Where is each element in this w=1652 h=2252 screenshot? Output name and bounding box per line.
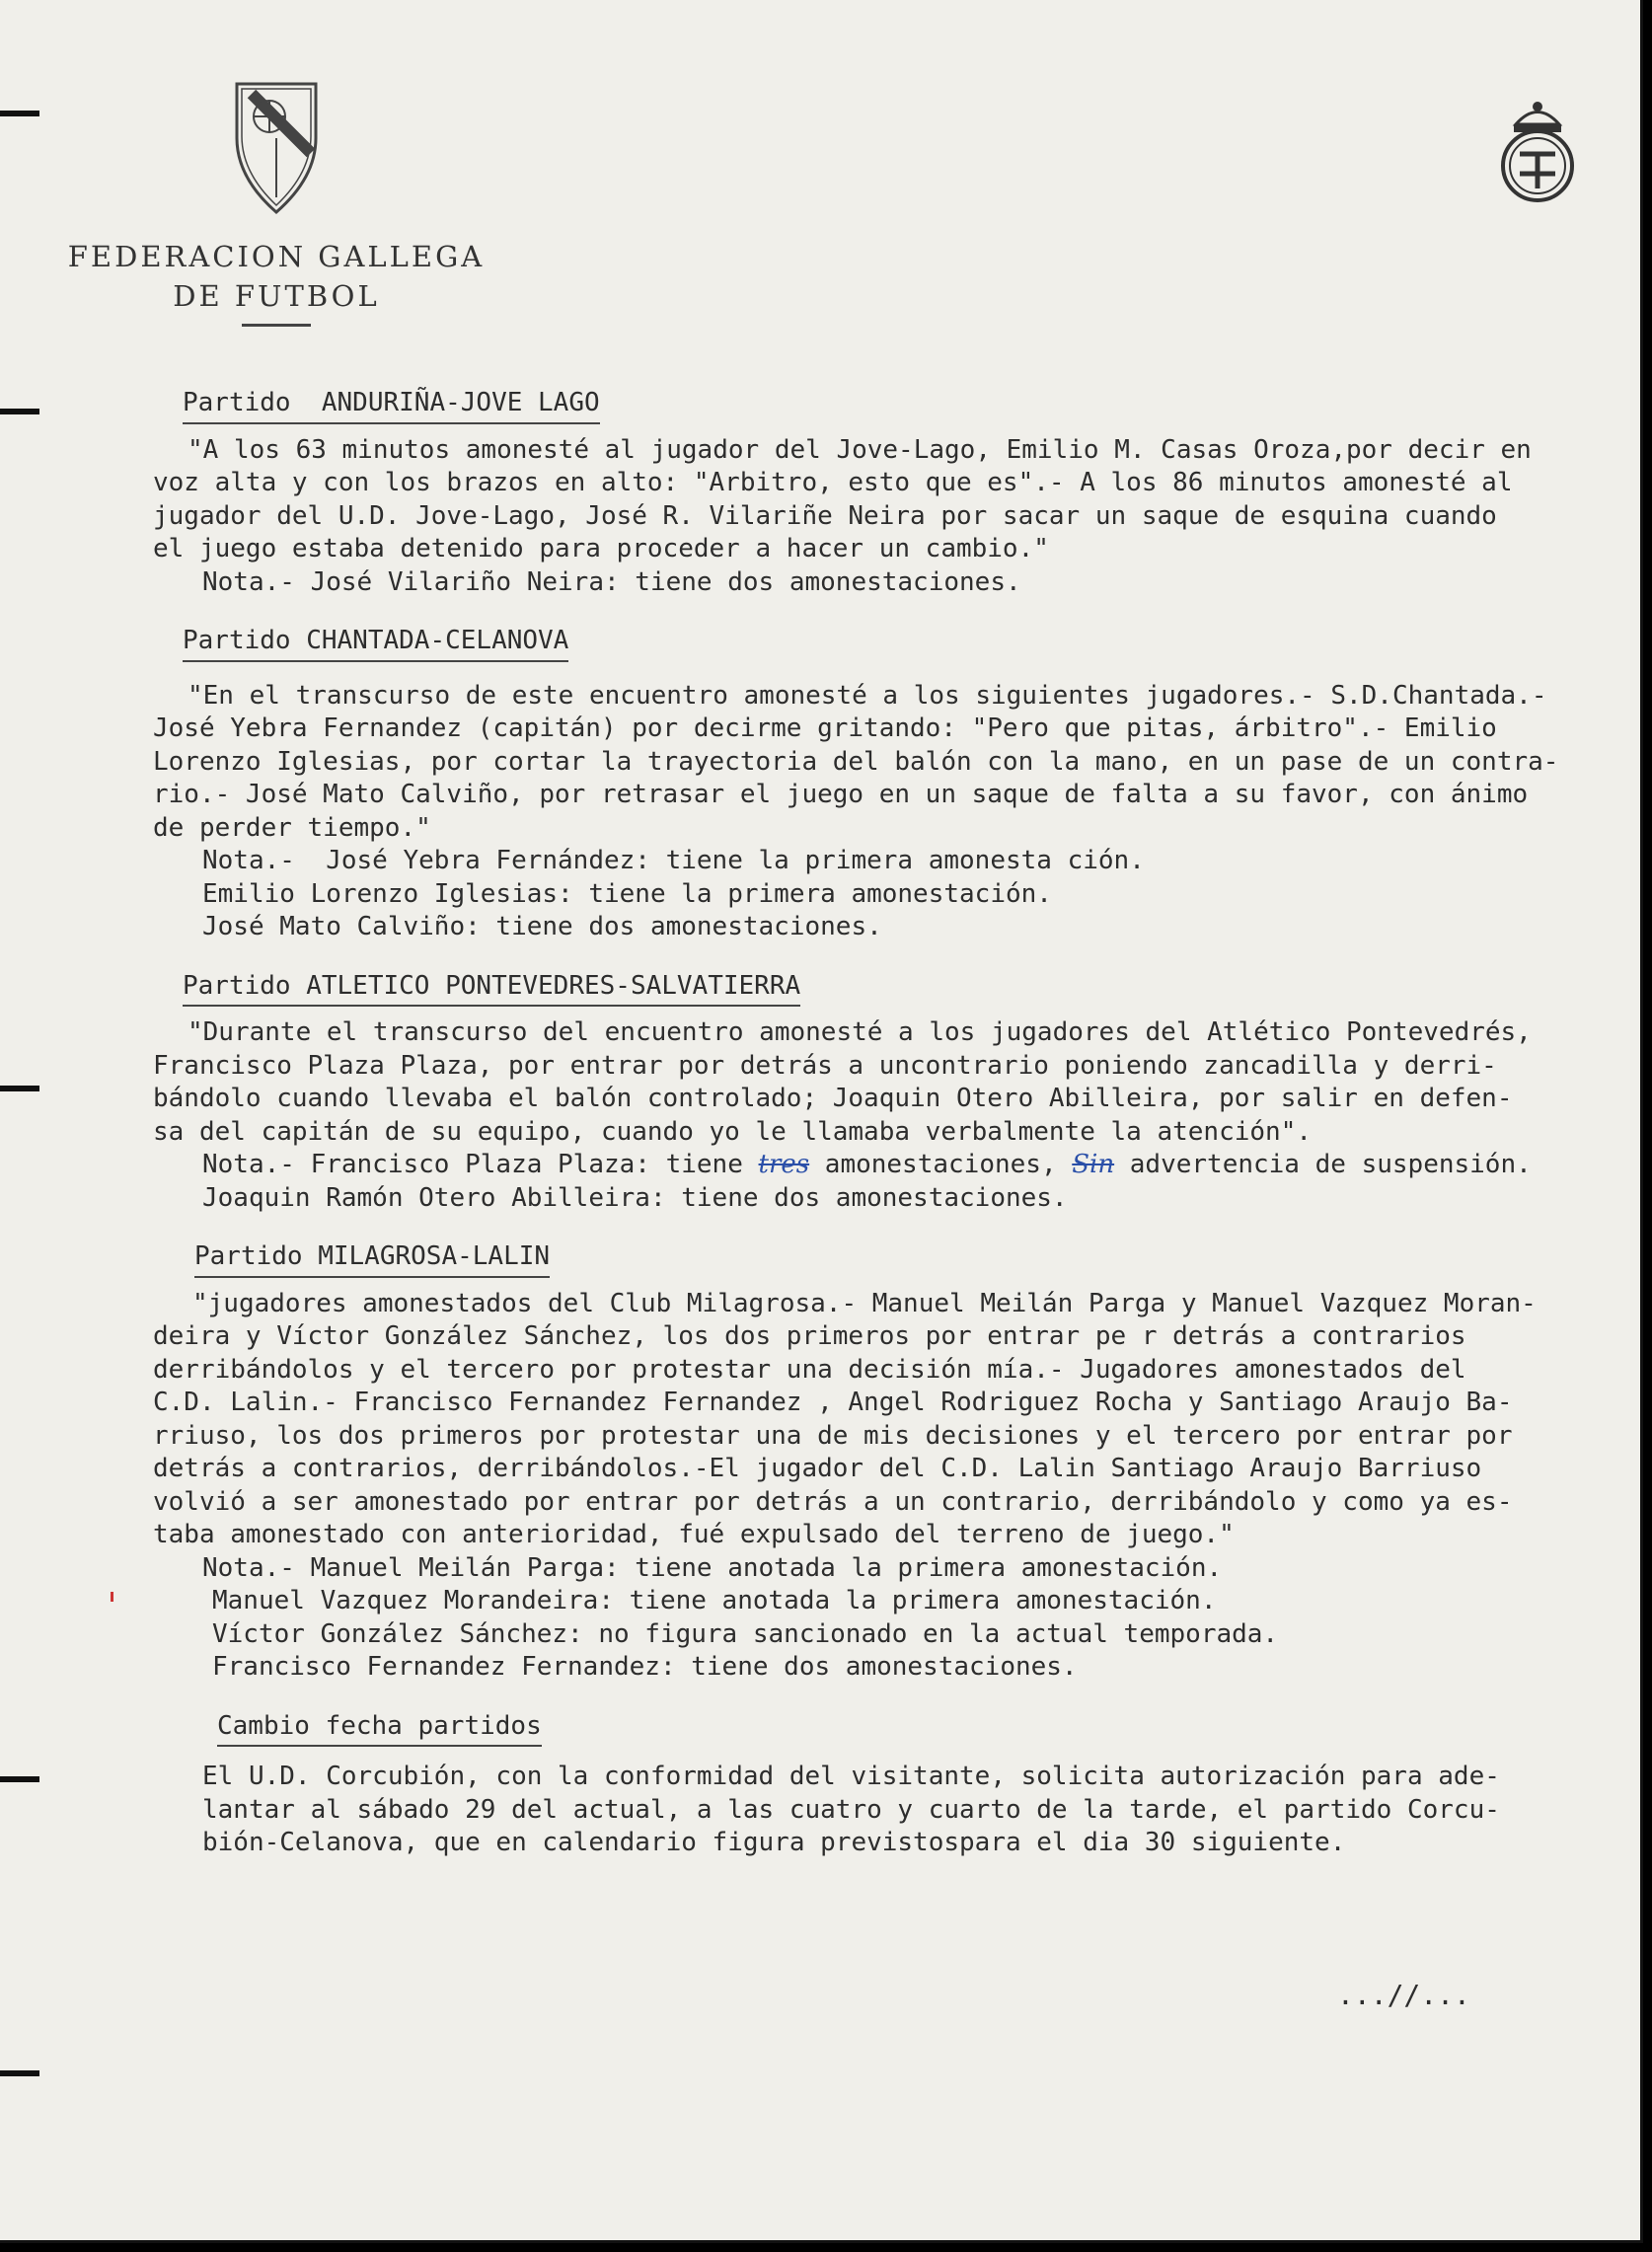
federation-shield-logo — [232, 79, 321, 217]
binder-mark — [0, 111, 39, 116]
organization-name-line2: DE FUTBOL — [173, 279, 380, 313]
report-line: Lorenzo Iglesias, por cortar la trayectoria del balón con la mano, en un pase de un contra- — [153, 746, 1559, 777]
report-line: el juego estaba detenido para proceder a hacer un cambio." — [153, 534, 1049, 563]
section-heading: Cambio fecha partidos — [217, 1710, 542, 1748]
report-line: lantar al sábado 29 del actual, a las cuatro y cuarto de la tarde, el partido Corcu- — [202, 1794, 1500, 1825]
note-line: Víctor González Sánchez: no figura sancionado en la actual temporada. — [212, 1618, 1279, 1649]
organization-name-line1: FEDERACION GALLEGA — [67, 240, 486, 273]
report-line: detrás a contrarios, derribándolos.-El jugador del C.D. Lalin Santiago Araujo Barriuso — [153, 1454, 1482, 1483]
note-text: advertencia de suspensión. — [1114, 1150, 1532, 1179]
note-line: Nota.- José Vilariño Neira: tiene dos amonestaciones. — [202, 566, 1021, 597]
report-line: rio.- José Mato Calviño, por retrasar el juego en un saque de falta a su favor, con ánimo — [153, 780, 1529, 809]
handwritten-correction: Sin — [1072, 1150, 1115, 1179]
report-line: José Yebra Fernandez (capitán) por decirme gritando: "Pero que pitas, árbitro".- Emilio — [153, 713, 1497, 743]
binder-mark — [0, 409, 39, 414]
report-line: bándolo cuando llevaba el balón controlado; Joaquin Otero Abilleira, por salir en defen- — [153, 1084, 1513, 1113]
note-line: Nota.- Manuel Meilán Parga: tiene anotada la primera amonestación. — [202, 1552, 1223, 1583]
handwritten-correction: tres — [758, 1150, 810, 1179]
note-text: Nota.- Francisco Plaza Plaza: tiene — [202, 1150, 759, 1179]
note-line: José Mato Calviño: tiene dos amonestaciones. — [202, 912, 882, 941]
report-line: "jugadores amonestados del Club Milagrosa.- Manuel Meilán Parga y Manuel Vazquez Moran- — [192, 1288, 1537, 1318]
report-line: voz alta y con los brazos en alto: "Arbitro, esto que es".- A los 86 minutos amonesté al — [153, 468, 1513, 497]
report-line: taba amonestado con anterioridad, fué expulsado del terreno de juego." — [153, 1520, 1235, 1549]
section-chantada-celanova — [153, 625, 1618, 944]
letterhead-rule — [242, 324, 311, 327]
report-line: deira y Víctor González Sánchez, los dos primeros por entrar pe r detrás a contrarios — [153, 1321, 1466, 1351]
binder-mark — [0, 1776, 39, 1782]
report-line: C.D. Lalin.- Francisco Fernandez Fernandez , Angel Rodriguez Rocha y Santiago Araujo Ba- — [153, 1388, 1513, 1417]
report-line: "Durante el transcurso del encuentro amonesté a los jugadores del Atlético Pontevedrés, — [188, 1017, 1532, 1047]
note-line: Joaquin Ramón Otero Abilleira: tiene dos amonestaciones. — [202, 1182, 1068, 1213]
binder-mark — [0, 2070, 39, 2076]
report-line: jugador del U.D. Jove-Lago, José R. Vilariñe Neira por sacar un saque de esquina cuando — [153, 500, 1497, 531]
report-body — [153, 387, 1618, 1860]
report-line: de perder tiempo." — [153, 812, 431, 843]
report-line: bión-Celanova, que en calendario figura previstospara el dia 30 siguiente. — [202, 1828, 1346, 1857]
note-text: amonestaciones, — [809, 1150, 1073, 1179]
report-line: Francisco Plaza Plaza, por entrar por detrás a uncontrario poniendo zancadilla y derri- — [153, 1050, 1497, 1081]
royal-crest-logo — [1498, 95, 1577, 205]
report-line: rriuso, los dos primeros por protestar una de mis decisiones y el tercero por entrar por — [153, 1420, 1513, 1451]
report-line: "A los 63 minutos amonesté al jugador del Jove-Lago, Emilio M. Casas Oroza,por decir en — [188, 434, 1532, 465]
note-line: Francisco Fernandez Fernandez: tiene dos amonestaciones. — [212, 1652, 1078, 1682]
report-line: El U.D. Corcubión, con la conformidad del visitante, solicita autorización para ade- — [202, 1762, 1500, 1791]
note-line: Emilio Lorenzo Iglesias: tiene la primera amonestación. — [202, 878, 1052, 909]
report-line: sa del capitán de su equipo, cuando yo le llamaba verbalmente la atención". — [153, 1116, 1312, 1147]
section-andurina-jove-lago — [153, 387, 1618, 599]
note-line-with-handwriting — [202, 1149, 1618, 1182]
section-cambio-fecha-partidos — [153, 1710, 1618, 1860]
letterhead — [59, 79, 493, 327]
continuation-mark: ...//... — [1337, 1979, 1470, 2011]
note-line: Nota.- José Yebra Fernández: tiene la primera amonesta ción. — [202, 846, 1145, 875]
section-heading: Partido MILAGROSA-LALIN — [194, 1240, 550, 1278]
ink-mark — [111, 1592, 113, 1602]
section-milagrosa-lalin — [153, 1240, 1618, 1685]
report-line: volvió a ser amonestado por entrar por detrás a un contrario, derribándolo y como ya es- — [153, 1486, 1513, 1517]
section-atletico-pontevedres-salvatierra — [153, 970, 1618, 1216]
section-heading: Partido CHANTADA-CELANOVA — [183, 625, 568, 662]
report-line: "En el transcurso de este encuentro amonesté a los siguientes jugadores.- S.D.Chantada.- — [188, 680, 1547, 711]
section-heading: Partido ANDURIÑA-JOVE LAGO — [183, 387, 600, 424]
note-line: Manuel Vazquez Morandeira: tiene anotada la primera amonestación. — [212, 1586, 1217, 1615]
section-heading: Partido ATLETICO PONTEVEDRES-SALVATIERRA — [183, 970, 800, 1008]
report-line: derribándolos y el tercero por protestar una decisión mía.- Jugadores amonestados del — [153, 1354, 1466, 1385]
binder-mark — [0, 1086, 39, 1091]
